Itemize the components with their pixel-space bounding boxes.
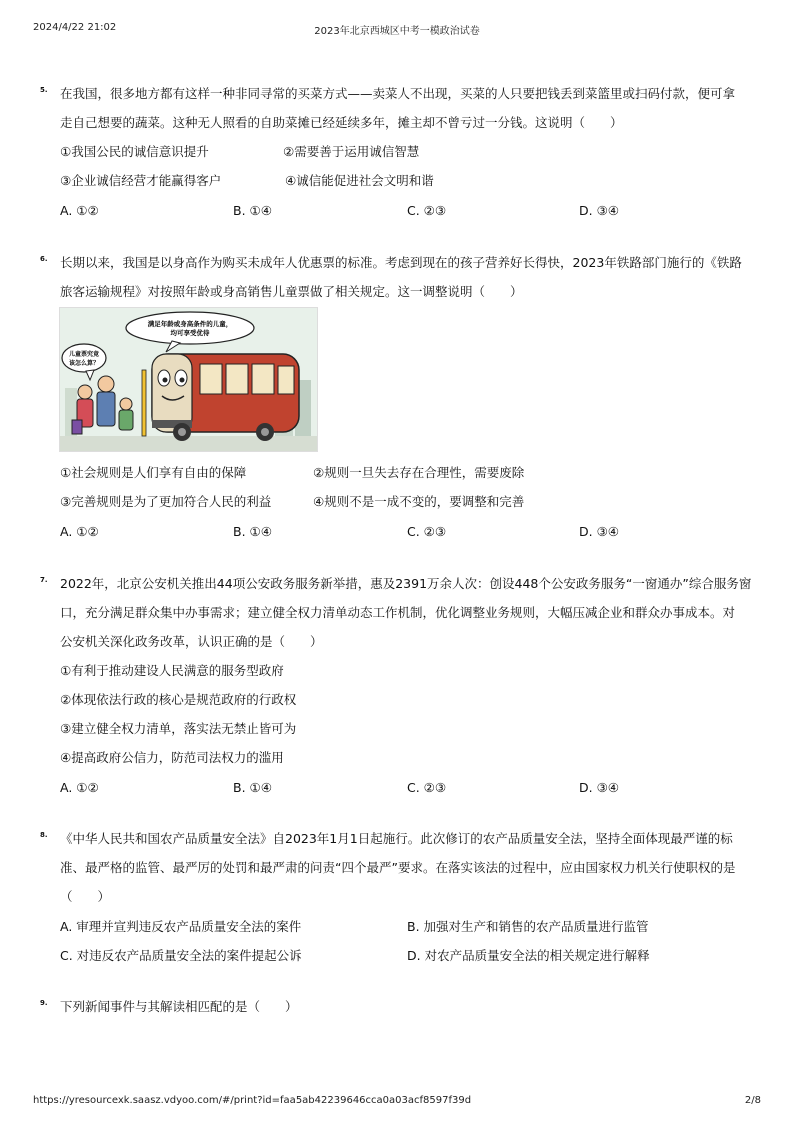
statement-item: ④诚信能促进社会文明和谐 (285, 173, 434, 188)
choice-c: C. 对违反农产品质量安全法的案件提起公诉 (60, 948, 302, 963)
choice-d: D. ③④ (579, 780, 619, 795)
bus-cartoon-illustration (59, 307, 318, 452)
choice-b: B. ①④ (233, 524, 272, 539)
question-text-line: 长期以来，我国是以身高作为购买未成年人优惠票的标准。考虑到现在的孩子营养好长得快，2023年铁路部门施行的《铁路 (60, 255, 742, 270)
bubble-small-line-1: 儿童票究竟 (68, 351, 100, 358)
question-text-line: 口，充分满足群众集中办事需求；建立健全权力清单动态工作机制，优化调整业务规则，大幅压减企业和群众办事成本。对 (60, 605, 736, 620)
question-number: 6. (40, 255, 48, 263)
statement-item: ③企业诚信经营才能赢得客户 (60, 173, 222, 188)
bubble-main-line-2: 均可享受优待 (170, 329, 210, 337)
question-text-line: 走自己想要的蔬菜。这种无人照看的自助菜摊已经延续多年，摊主却不曾亏过一分钱。这说明（ ） (60, 115, 623, 130)
page-header-title: 2023年北京西城区中考一模政治试卷 (314, 26, 480, 37)
choice-d: D. ③④ (579, 203, 619, 218)
question-number: 9. (40, 999, 48, 1007)
question-number: 8. (40, 831, 48, 839)
question-text-line: 2022年，北京公安机关推出44项公安政务服务新举措，惠及2391万余人次：创设448个公安政务服务“一窗通办”综合服务窗 (60, 576, 752, 591)
choice-c: C. ②③ (407, 524, 447, 539)
statement-item: ①社会规则是人们享有自由的保障 (60, 465, 247, 480)
bubble-small-line-2: 该怎么算？ (68, 360, 100, 367)
statement-item: ②体现依法行政的核心是规范政府的行政权 (60, 692, 297, 707)
question-text-line: 公安机关深化政务改革，认识正确的是（ ） (60, 634, 323, 649)
choice-d: D. ③④ (579, 524, 619, 539)
statement-item: ③建立健全权力清单，落实法无禁止皆可为 (60, 721, 297, 736)
page-header-datetime: 2024/4/22 21:02 (33, 22, 117, 33)
statement-item: ④规则不是一成不变的，要调整和完善 (313, 494, 525, 509)
question-text-line: （ ） (60, 889, 111, 904)
choice-a: A. ①② (60, 203, 99, 218)
page-footer-page-number: 2/8 (744, 1095, 761, 1106)
page-footer-url: https://yresourcexk.saasz.vdyoo.com/#/print?id=faa5ab42239646cca0a03acf8597f39d (33, 1095, 472, 1106)
choice-a: A. 审理并宣判违反农产品质量安全法的案件 (60, 919, 302, 934)
choice-a: A. ①② (60, 780, 99, 795)
choice-c: C. ②③ (407, 203, 447, 218)
question-text-line: 《中华人民共和国农产品质量安全法》自2023年1月1日起施行。此次修订的农产品质量安全法，坚持全面体现最严谨的标 (60, 831, 733, 846)
choice-b: B. ①④ (233, 780, 272, 795)
statement-item: ①有利于推动建设人民满意的服务型政府 (60, 663, 284, 678)
choice-c: C. ②③ (407, 780, 447, 795)
choice-a: A. ①② (60, 524, 99, 539)
cartoon-svg (60, 308, 317, 451)
statement-item: ②规则一旦失去存在合理性，需要废除 (313, 465, 525, 480)
statement-item: ①我国公民的诚信意识提升 (60, 144, 209, 159)
statement-item: ③完善规则是为了更加符合人民的利益 (60, 494, 272, 509)
question-text-line: 准、最严格的监管、最严厉的处罚和最严肃的问责“四个最严”要求。在落实该法的过程中，应由国家权力机关行使职权的是 (60, 860, 736, 875)
statement-item: ②需要善于运用诚信智慧 (283, 144, 420, 159)
question-text-line: 旅客运输规程》对按照年龄或身高销售儿童票做了相关规定。这一调整说明（ ） (60, 284, 523, 299)
choice-d: D. 对农产品质量安全法的相关规定进行解释 (407, 948, 650, 963)
question-number: 5. (40, 86, 48, 94)
question-text-line: 下列新闻事件与其解读相匹配的是（ ） (60, 999, 298, 1014)
question-number: 7. (40, 576, 48, 584)
question-text-line: 在我国，很多地方都有这样一种非同寻常的买菜方式——卖菜人不出现，买菜的人只要把钱丢到菜篮里或扫码付款，便可拿 (60, 86, 736, 101)
bubble-main-line-1: 满足年龄或身高条件的儿童， (147, 320, 233, 328)
choice-b: B. ①④ (233, 203, 272, 218)
statement-item: ④提高政府公信力，防范司法权力的滥用 (60, 750, 284, 765)
choice-b: B. 加强对生产和销售的农产品质量进行监管 (407, 919, 649, 934)
